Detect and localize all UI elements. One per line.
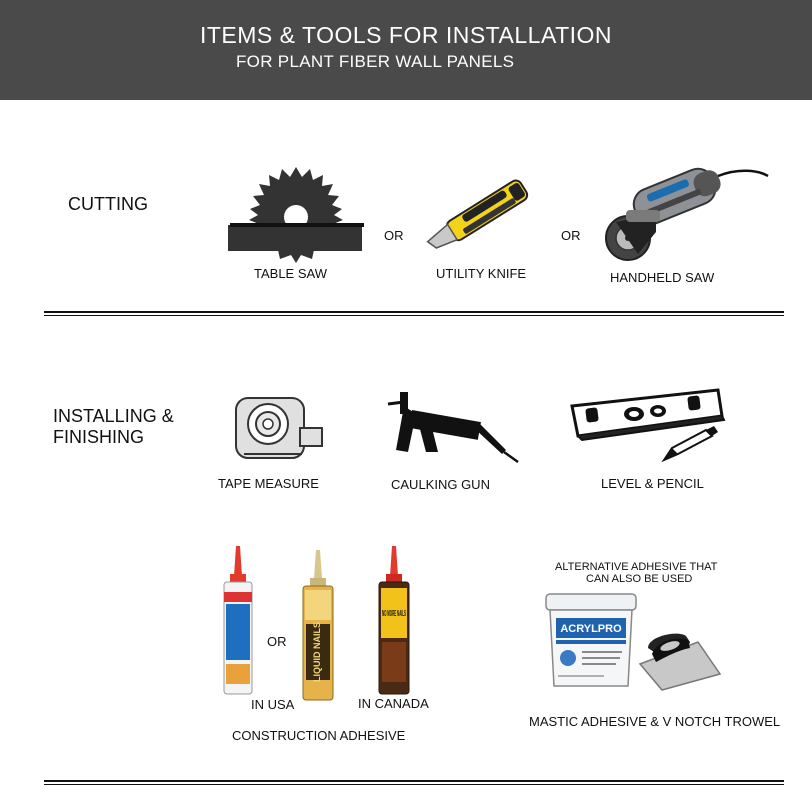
section-label-installing-line1: INSTALLING &: [53, 406, 174, 426]
utility-knife-icon: [418, 180, 542, 252]
alternative-adhesive-note-line2: CAN ALSO BE USED: [586, 573, 693, 585]
utility-knife-label: UTILITY KNIFE: [436, 266, 527, 281]
or-separator: OR: [267, 634, 287, 649]
handheld-saw-label: HANDHELD SAW: [610, 270, 715, 285]
section-label-installing-line2: FINISHING: [53, 427, 145, 447]
page-subtitle: FOR PLANT FIBER WALL PANELS: [236, 52, 515, 71]
level-pencil-label: LEVEL & PENCIL: [601, 476, 704, 491]
handheld-saw-icon: [598, 162, 770, 262]
or-separator: OR: [561, 228, 581, 243]
in-canada-label: IN CANADA: [358, 696, 429, 711]
table-saw-icon: [228, 165, 364, 251]
table-saw-label: TABLE SAW: [254, 266, 327, 281]
power-grab-text: Power Grab: [252, 606, 262, 658]
mastic-adhesive-label: MASTIC ADHESIVE & V NOTCH TROWEL: [529, 714, 781, 729]
tape-measure-icon: [234, 394, 326, 464]
page-header: [0, 0, 812, 100]
no-more-nails-text: NO MORE NAILS: [382, 609, 407, 618]
acrylpro-bucket-icon: [544, 590, 638, 688]
page-title: ITEMS & TOOLS FOR INSTALLATION: [199, 22, 613, 48]
caulking-gun-icon: [386, 392, 522, 466]
section-label-cutting: CUTTING: [68, 194, 148, 214]
v-notch-trowel-icon: [638, 628, 722, 690]
liquid-nails-tube-icon: [300, 550, 336, 700]
no-more-nails-tube-icon: [376, 546, 412, 694]
level-pencil-icon: [568, 386, 726, 462]
section-divider: [44, 311, 784, 316]
power-grab-tube-icon: [220, 546, 262, 694]
alternative-adhesive-note-line1: ALTERNATIVE ADHESIVE THAT: [555, 561, 718, 573]
in-usa-label: IN USA: [251, 697, 295, 712]
tape-measure-label: TAPE MEASURE: [218, 476, 319, 491]
construction-adhesive-label: CONSTRUCTION ADHESIVE: [232, 728, 406, 743]
acrylpro-text: ACRYLPRO: [560, 623, 622, 635]
caulking-gun-label: CAULKING GUN: [391, 477, 490, 492]
liquid-nails-text: LIQUID NAILS: [312, 622, 322, 682]
section-divider: [44, 780, 784, 785]
or-separator: OR: [384, 228, 404, 243]
